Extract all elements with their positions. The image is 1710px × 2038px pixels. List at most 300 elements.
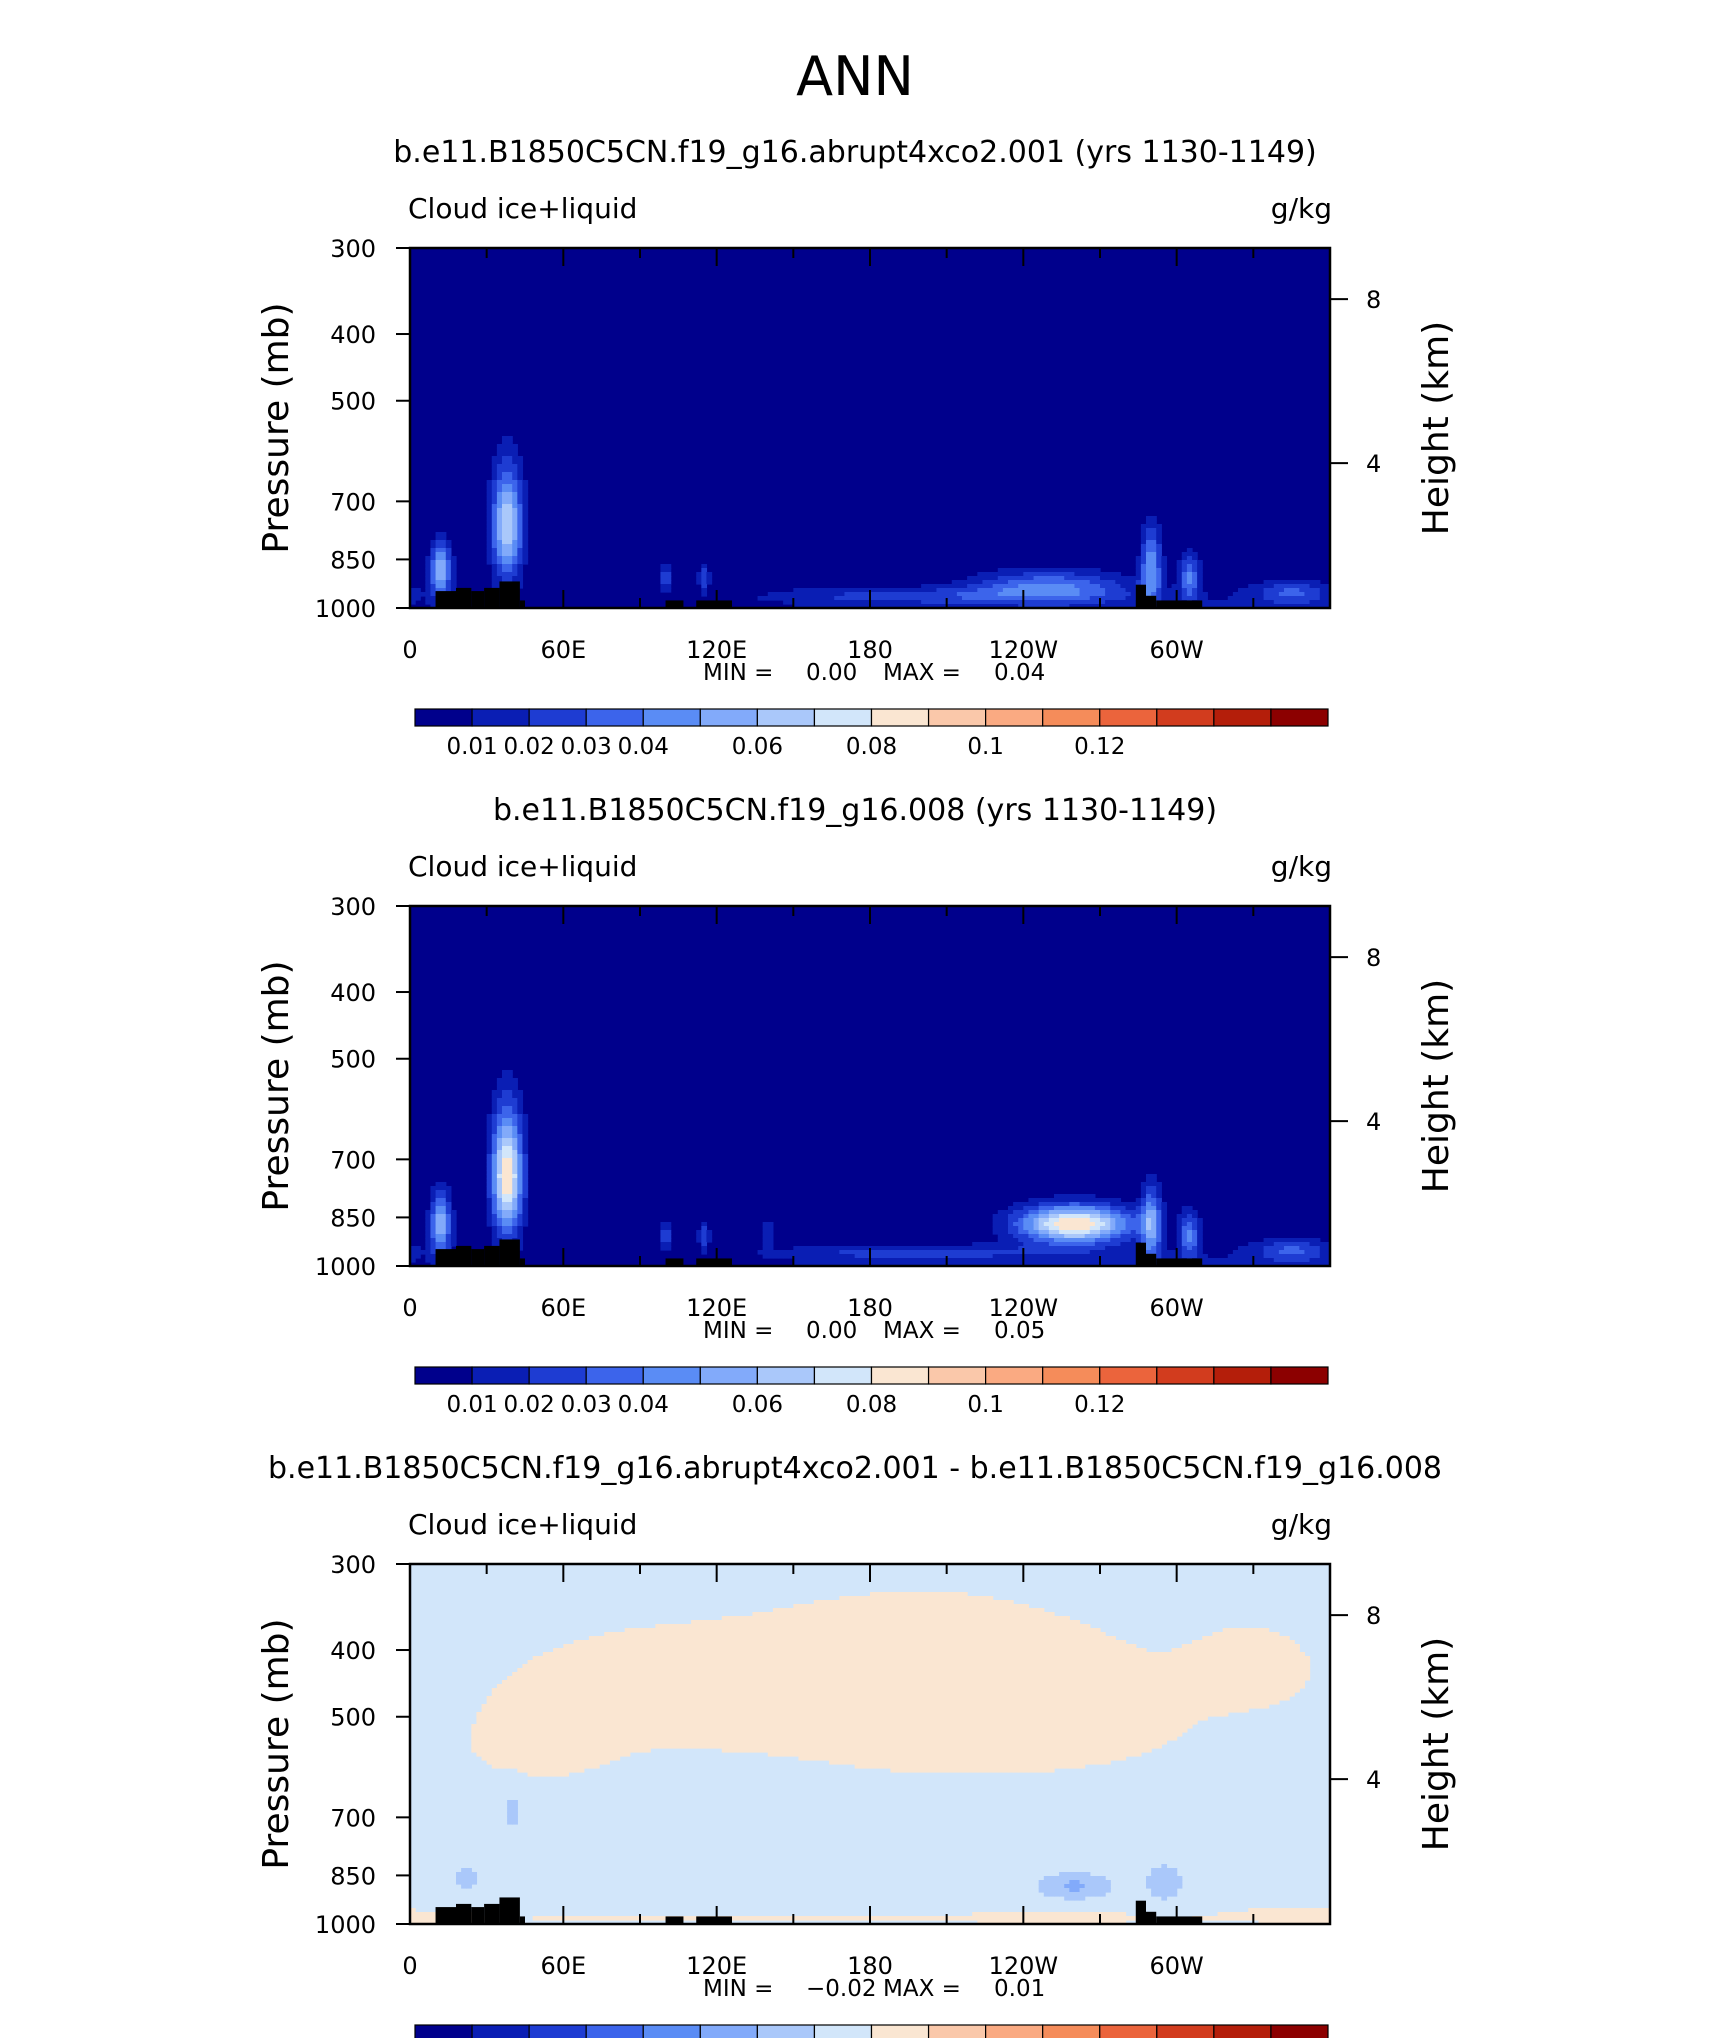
field-cell — [742, 1616, 748, 1621]
field-cell — [1100, 1246, 1106, 1251]
field-cell — [1064, 1202, 1070, 1207]
field-cell — [737, 1640, 743, 1645]
field-cell — [890, 588, 896, 593]
field-cell — [1115, 1664, 1121, 1669]
field-cell — [737, 1644, 743, 1649]
field-cell — [1064, 1258, 1070, 1263]
field-cell — [1085, 1222, 1091, 1227]
field-cell — [635, 1652, 641, 1657]
field-cell — [798, 1604, 804, 1609]
field-cell — [957, 1620, 963, 1625]
field-cell — [1269, 1632, 1275, 1637]
field-cell — [890, 1628, 896, 1633]
colorbar-box — [700, 1367, 757, 1384]
field-cell — [911, 1660, 917, 1665]
field-cell — [517, 488, 523, 493]
field-cell — [988, 1254, 994, 1259]
field-cell — [1197, 1668, 1203, 1673]
field-cell — [1080, 1194, 1086, 1199]
field-cell — [1074, 1202, 1080, 1207]
field-cell — [880, 1628, 886, 1633]
field-cell — [1131, 1238, 1137, 1243]
field-cell — [1126, 584, 1132, 589]
field-cell — [1090, 572, 1096, 577]
field-cell — [671, 1660, 677, 1665]
field-cell — [660, 1238, 666, 1243]
field-cell — [1202, 1652, 1208, 1657]
field-cell — [1253, 588, 1259, 593]
field-cell — [1146, 580, 1152, 585]
field-cell — [517, 1182, 523, 1187]
field-cell — [1166, 1664, 1172, 1669]
field-cell — [906, 1604, 912, 1609]
field-cell — [425, 1234, 431, 1239]
field-cell — [778, 1660, 784, 1665]
field-cell — [998, 596, 1004, 601]
field-cell — [1141, 564, 1147, 569]
field-cell — [492, 1162, 498, 1167]
field-cell — [717, 1656, 723, 1661]
field-cell — [1034, 1660, 1040, 1665]
field-cell — [1100, 1664, 1106, 1669]
field-cell — [517, 560, 523, 565]
field-cell — [492, 456, 498, 461]
field-cell — [660, 1660, 666, 1665]
field-cell — [1074, 568, 1080, 573]
field-cell — [660, 1624, 666, 1629]
terrain-block — [436, 591, 456, 608]
field-cell — [1080, 592, 1086, 597]
field-cell — [722, 1620, 728, 1625]
field-cell — [1044, 588, 1050, 593]
field-cell — [1223, 1632, 1229, 1637]
field-cell — [512, 1126, 518, 1131]
field-cell — [778, 1632, 784, 1637]
field-cell — [681, 1628, 687, 1633]
field-cell — [1095, 1664, 1101, 1669]
field-cell — [916, 1254, 922, 1259]
field-cell — [778, 1254, 784, 1259]
field-cell — [798, 600, 804, 605]
field-cell — [1182, 568, 1188, 573]
field-cell — [896, 1660, 902, 1665]
field-cell — [1218, 1644, 1224, 1649]
field-cell — [916, 1608, 922, 1613]
field-cell — [1074, 1620, 1080, 1625]
field-cell — [1161, 1226, 1167, 1231]
field-cell — [793, 1636, 799, 1641]
field-cell — [1059, 1254, 1065, 1259]
field-cell — [1146, 560, 1152, 565]
field-cell — [1110, 1202, 1116, 1207]
field-cell — [952, 1640, 958, 1645]
field-cell — [1090, 580, 1096, 585]
field-cell — [993, 1604, 999, 1609]
field-cell — [676, 1672, 682, 1677]
field-cell — [686, 1656, 692, 1661]
field-cell — [747, 1644, 753, 1649]
field-cell — [1126, 588, 1132, 593]
field-cell — [942, 1660, 948, 1665]
field-cell — [1059, 1198, 1065, 1203]
field-cell — [844, 1644, 850, 1649]
colorbar-label: 0.01 — [446, 1392, 498, 1418]
field-cell — [1238, 596, 1244, 601]
field-cell — [1151, 1242, 1157, 1247]
field-cell — [502, 1146, 508, 1151]
field-cell — [717, 1636, 723, 1641]
field-cell — [517, 1218, 523, 1223]
field-cell — [676, 1632, 682, 1637]
field-cell — [1212, 1668, 1218, 1673]
field-cell — [502, 540, 508, 545]
field-cell — [706, 1230, 712, 1235]
field-cell — [671, 1672, 677, 1677]
field-cell — [921, 1254, 927, 1259]
field-cell — [1044, 1226, 1050, 1231]
terrain-block — [1146, 1254, 1156, 1266]
field-cell — [952, 1656, 958, 1661]
field-cell — [599, 1660, 605, 1665]
field-cell — [522, 1174, 528, 1179]
field-cell — [497, 1146, 503, 1151]
colorbar-box — [529, 1367, 586, 1384]
field-cell — [993, 1620, 999, 1625]
field-cell — [752, 1612, 758, 1617]
field-cell — [706, 1648, 712, 1653]
field-cell — [497, 1174, 503, 1179]
field-cell — [1151, 1182, 1157, 1187]
field-cell — [834, 1656, 840, 1661]
field-cell — [1258, 1246, 1264, 1251]
field-cell — [911, 1246, 917, 1251]
field-cell — [1028, 1222, 1034, 1227]
min-value: 0.00 — [806, 1318, 858, 1344]
field-cell — [906, 1648, 912, 1653]
field-cell — [880, 1258, 886, 1263]
field-cell — [998, 1230, 1004, 1235]
field-cell — [1141, 1210, 1147, 1215]
field-cell — [609, 1652, 615, 1657]
field-cell — [906, 1250, 912, 1255]
field-cell — [993, 1656, 999, 1661]
field-cell — [758, 1640, 764, 1645]
field-cell — [998, 1620, 1004, 1625]
field-cell — [517, 1130, 523, 1135]
field-cell — [1177, 1218, 1183, 1223]
field-cell — [507, 464, 513, 469]
field-cell — [497, 560, 503, 565]
field-cell — [436, 560, 442, 565]
field-cell — [957, 1250, 963, 1255]
field-cell — [1161, 1660, 1167, 1665]
field-cell — [696, 1238, 702, 1243]
field-cell — [1177, 1230, 1183, 1235]
field-cell — [752, 1648, 758, 1653]
field-cell — [1141, 1202, 1147, 1207]
field-cell — [752, 1624, 758, 1629]
field-cell — [1044, 1258, 1050, 1263]
field-cell — [1069, 1218, 1075, 1223]
field-cell — [487, 1222, 493, 1227]
field-cell — [911, 1656, 917, 1661]
field-cell — [1003, 600, 1009, 605]
field-cell — [425, 556, 431, 561]
field-cell — [1023, 1202, 1029, 1207]
field-cell — [936, 1596, 942, 1601]
field-cell — [962, 1600, 968, 1605]
field-cell — [1289, 1258, 1295, 1263]
field-cell — [758, 1250, 764, 1255]
field-cell — [625, 1640, 631, 1645]
field-cell — [793, 592, 799, 597]
field-cell — [957, 584, 963, 589]
field-cell — [441, 552, 447, 557]
field-cell — [1141, 1660, 1147, 1665]
field-cell — [1192, 1222, 1198, 1227]
field-cell — [1085, 1250, 1091, 1255]
field-cell — [1310, 580, 1316, 585]
field-cell — [1069, 1250, 1075, 1255]
field-cell — [758, 1616, 764, 1621]
field-cell — [875, 1652, 881, 1657]
field-cell — [1197, 564, 1203, 569]
field-cell — [1054, 1218, 1060, 1223]
field-cell — [916, 592, 922, 597]
field-cell — [1228, 1254, 1234, 1259]
field-cell — [809, 1656, 815, 1661]
field-cell — [855, 1628, 861, 1633]
field-cell — [1146, 1246, 1152, 1251]
field-cell — [1110, 1234, 1116, 1239]
field-cell — [1054, 1656, 1060, 1661]
colorbar-label: 0.08 — [845, 1392, 898, 1418]
field-cell — [1090, 1238, 1096, 1243]
field-cell — [512, 1130, 518, 1135]
field-cell — [522, 1178, 528, 1183]
field-cell — [712, 1624, 718, 1629]
field-cell — [660, 1226, 666, 1231]
field-cell — [1044, 1616, 1050, 1621]
field-cell — [1279, 1254, 1285, 1259]
field-cell — [901, 1664, 907, 1669]
field-cell — [512, 1672, 518, 1677]
field-cell — [752, 1644, 758, 1649]
field-cell — [487, 552, 493, 557]
field-cell — [972, 588, 978, 593]
field-cell — [671, 1644, 677, 1649]
field-cell — [722, 1648, 728, 1653]
field-cell — [870, 1608, 876, 1613]
field-cell — [1279, 1250, 1285, 1255]
field-cell — [441, 1238, 447, 1243]
field-cell — [1120, 1246, 1126, 1251]
field-cell — [906, 1258, 912, 1263]
field-cell — [1018, 1218, 1024, 1223]
field-cell — [885, 1672, 891, 1677]
field-cell — [507, 444, 513, 449]
field-cell — [993, 1246, 999, 1251]
field-cell — [926, 1672, 932, 1677]
field-cell — [1161, 1664, 1167, 1669]
field-cell — [1003, 1608, 1009, 1613]
field-cell — [1182, 1210, 1188, 1215]
field-cell — [829, 1254, 835, 1259]
field-cell — [1212, 1640, 1218, 1645]
field-cell — [1054, 1246, 1060, 1251]
field-cell — [890, 1644, 896, 1649]
field-cell — [1166, 1652, 1172, 1657]
field-cell — [553, 1648, 559, 1653]
field-cell — [778, 596, 784, 601]
field-cell — [931, 1632, 937, 1637]
field-cell — [885, 1258, 891, 1263]
field-cell — [1034, 1254, 1040, 1259]
field-cell — [579, 1668, 585, 1673]
field-cell — [1207, 1664, 1213, 1669]
field-cell — [1039, 588, 1045, 593]
field-cell — [492, 1146, 498, 1151]
field-cell — [625, 1664, 631, 1669]
field-cell — [824, 1254, 830, 1259]
field-cell — [1172, 1668, 1178, 1673]
field-cell — [512, 540, 518, 545]
field-cell — [630, 1648, 636, 1653]
field-cell — [1059, 1624, 1065, 1629]
field-cell — [747, 1652, 753, 1657]
field-cell — [1064, 1644, 1070, 1649]
field-cell — [717, 1648, 723, 1653]
terrain-block — [1136, 585, 1146, 608]
field-cell — [814, 596, 820, 601]
min-label: MIN = — [703, 1318, 774, 1344]
field-cell — [1003, 568, 1009, 573]
field-cell — [446, 564, 452, 569]
field-cell — [430, 576, 436, 581]
field-cell — [1003, 584, 1009, 589]
field-cell — [1105, 572, 1111, 577]
field-cell — [1039, 1628, 1045, 1633]
field-cell — [1105, 1222, 1111, 1227]
field-cell — [507, 536, 513, 541]
field-cell — [635, 1644, 641, 1649]
field-cell — [517, 532, 523, 537]
field-cell — [517, 492, 523, 497]
field-cell — [957, 1652, 963, 1657]
field-cell — [798, 1668, 804, 1673]
field-cell — [1090, 576, 1096, 581]
field-cell — [988, 1242, 994, 1247]
field-cell — [880, 1636, 886, 1641]
field-cell — [487, 560, 493, 565]
field-cell — [1151, 1668, 1157, 1673]
field-cell — [977, 1250, 983, 1255]
field-cell — [804, 1632, 810, 1637]
field-cell — [640, 1640, 646, 1645]
field-cell — [492, 1170, 498, 1175]
field-cell — [967, 1250, 973, 1255]
field-cell — [727, 1640, 733, 1645]
field-cell — [982, 588, 988, 593]
field-cell — [512, 1210, 518, 1215]
field-cell — [1074, 1234, 1080, 1239]
field-cell — [727, 1660, 733, 1665]
field-cell — [737, 1636, 743, 1641]
field-cell — [1304, 592, 1310, 597]
field-cell — [1023, 1632, 1029, 1637]
field-cell — [1003, 1238, 1009, 1243]
field-cell — [768, 1616, 774, 1621]
colorbar-box — [986, 709, 1043, 726]
field-cell — [1054, 568, 1060, 573]
field-cell — [507, 476, 513, 481]
field-cell — [880, 1254, 886, 1259]
field-cell — [1008, 1620, 1014, 1625]
field-cell — [947, 1668, 953, 1673]
field-cell — [1074, 1230, 1080, 1235]
field-cell — [819, 1648, 825, 1653]
field-cell — [436, 1218, 442, 1223]
field-cell — [1207, 1636, 1213, 1641]
field-cell — [773, 1640, 779, 1645]
field-cell — [1018, 1616, 1024, 1621]
field-cell — [1100, 1214, 1106, 1219]
field-cell — [829, 1644, 835, 1649]
field-cell — [1131, 588, 1137, 593]
field-cell — [752, 1628, 758, 1633]
field-cell — [1013, 1604, 1019, 1609]
field-cell — [1059, 1656, 1065, 1661]
field-cell — [972, 1250, 978, 1255]
field-cell — [885, 1604, 891, 1609]
field-cell — [497, 1110, 503, 1115]
field-cell — [492, 1206, 498, 1211]
field-cell — [931, 1250, 937, 1255]
field-cell — [517, 1106, 523, 1111]
field-cell — [972, 1636, 978, 1641]
field-cell — [1018, 1234, 1024, 1239]
field-cell — [1284, 600, 1290, 605]
field-cell — [1269, 1644, 1275, 1649]
field-cell — [1192, 560, 1198, 565]
field-cell — [604, 1660, 610, 1665]
field-cell — [936, 1616, 942, 1621]
field-cell — [906, 1246, 912, 1251]
field-cell — [492, 524, 498, 529]
field-cell — [778, 1664, 784, 1669]
field-cell — [957, 1596, 963, 1601]
field-cell — [415, 1254, 421, 1259]
field-cell — [1161, 1238, 1167, 1243]
field-cell — [931, 1668, 937, 1673]
field-cell — [1264, 1648, 1270, 1653]
field-cell — [1028, 576, 1034, 581]
field-cell — [1258, 1644, 1264, 1649]
field-cell — [793, 1656, 799, 1661]
field-cell — [1044, 1648, 1050, 1653]
field-cell — [502, 1102, 508, 1107]
field-cell — [1269, 1640, 1275, 1645]
field-cell — [1034, 1608, 1040, 1613]
field-cell — [732, 1640, 738, 1645]
field-cell — [809, 1668, 815, 1673]
field-cell — [901, 1660, 907, 1665]
field-cell — [1243, 592, 1249, 597]
field-cell — [998, 588, 1004, 593]
field-cell — [916, 1652, 922, 1657]
field-cell — [1126, 1246, 1132, 1251]
field-cell — [819, 1608, 825, 1613]
